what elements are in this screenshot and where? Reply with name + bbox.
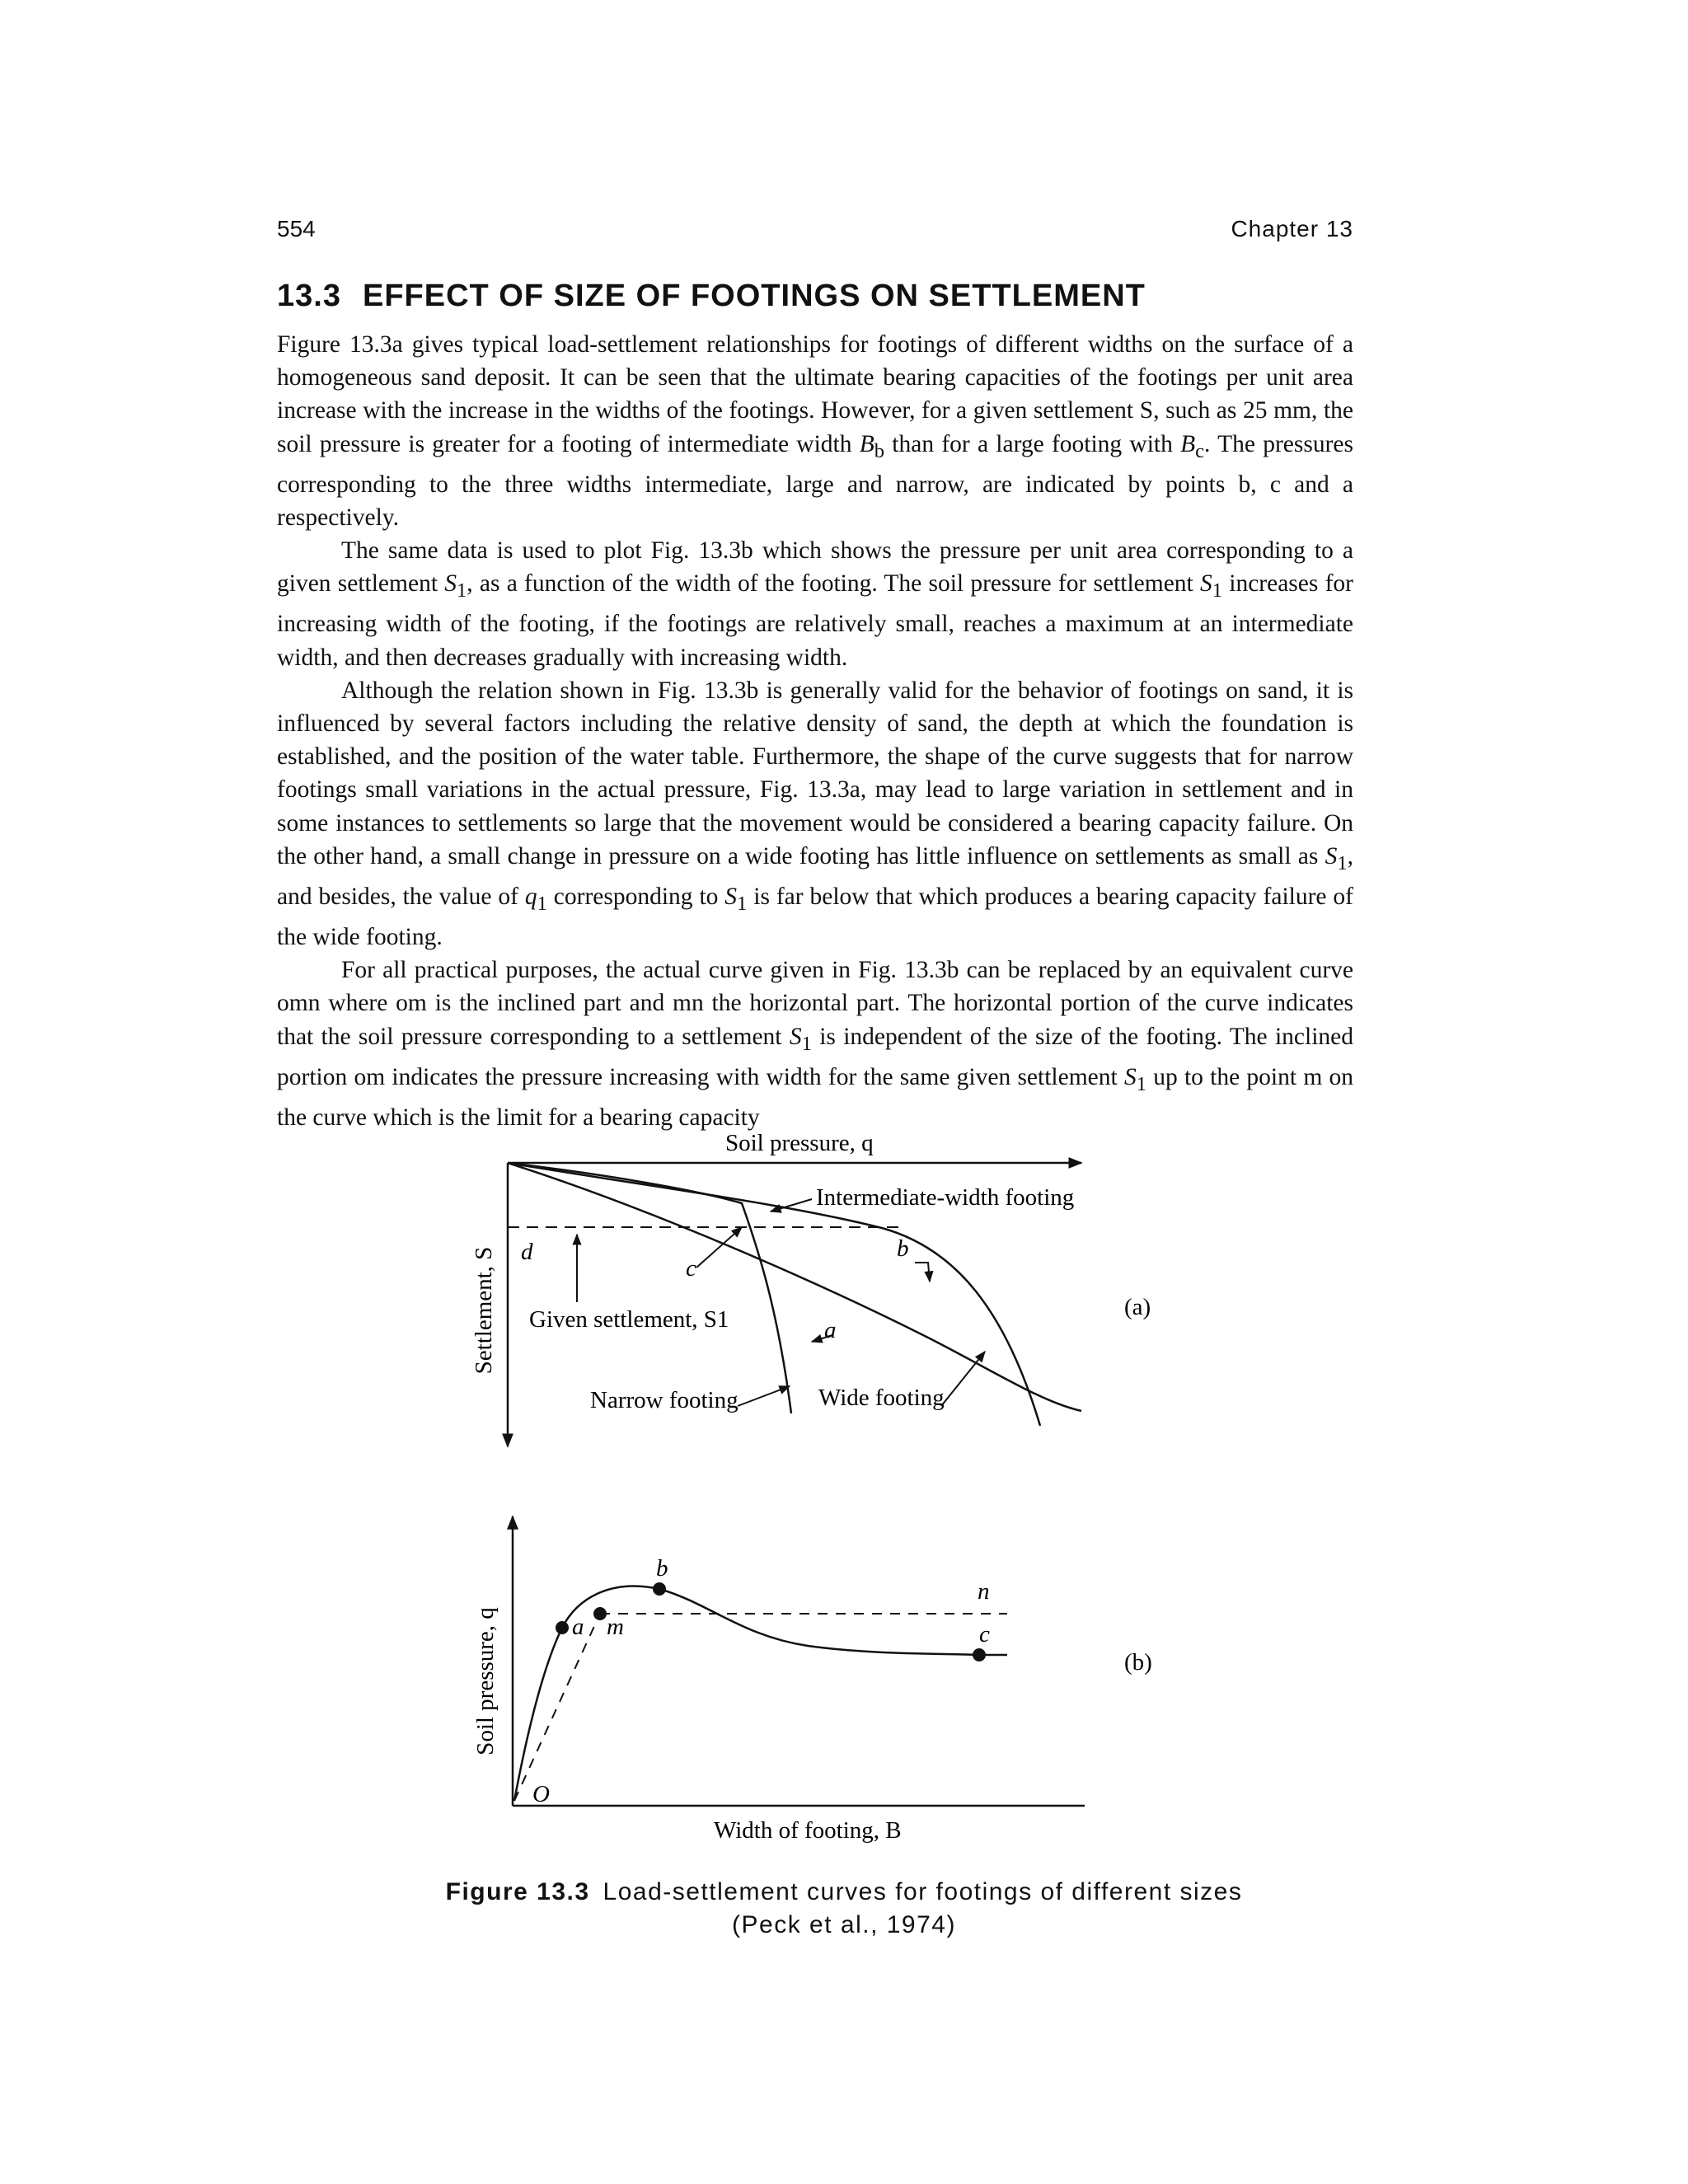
point-b bbox=[653, 1582, 666, 1596]
label-narrow: Narrow footing bbox=[590, 1387, 738, 1413]
point-label-n: n bbox=[978, 1578, 990, 1605]
figure-caption bbox=[277, 1876, 1411, 1942]
label-wide: Wide footing bbox=[818, 1385, 945, 1411]
actual-curve bbox=[514, 1586, 1007, 1801]
arrow-c bbox=[696, 1227, 742, 1268]
x-axis-label-b: Width of footing, B bbox=[714, 1817, 902, 1844]
arrow-narrow bbox=[738, 1386, 790, 1406]
chapter-label: Chapter 13 bbox=[1231, 216, 1353, 241]
point-label-b: b bbox=[656, 1555, 668, 1582]
caption-text: Load-settlement curves for footings of different sizes bbox=[603, 1878, 1243, 1905]
label-b: b bbox=[897, 1235, 909, 1262]
x-axis-label-a: Soil pressure, q bbox=[725, 1130, 874, 1156]
figure-b bbox=[513, 1516, 1085, 1806]
point-m bbox=[593, 1607, 607, 1620]
panel-label-a: (a) bbox=[1124, 1294, 1151, 1320]
y-axis-label-b: Soil pressure, q bbox=[472, 1607, 499, 1755]
point-c bbox=[973, 1648, 986, 1661]
point-label-m: m bbox=[607, 1614, 624, 1640]
point-label-c: c bbox=[979, 1621, 990, 1647]
arrow-b bbox=[915, 1263, 930, 1282]
y-axis-label-a: Settlement, S bbox=[471, 1246, 497, 1375]
point-a bbox=[556, 1621, 569, 1634]
label-a: a bbox=[824, 1317, 837, 1343]
arrow-wide bbox=[941, 1352, 985, 1406]
paragraph: Figure 13.3a gives typical load-settlement relationships for footings of different widths on the surface of a homogeneous sand deposit. It can be seen that the ultimate bearing capacities of the footings per unit area increase with the increase in the widths of the footings. However, for a given settlement S, such as 25 mm, the soil pressure is greater for a footing of intermediate width $B_b$ than for a large footing with $B_c$. The pressures corresponding to the three widths intermediate, large and narrow, are indicated by points b, c and a respectively. bbox=[277, 331, 1353, 531]
point-label-a: a bbox=[572, 1614, 584, 1640]
label-c: c bbox=[686, 1255, 696, 1282]
label-given: Given settlement, S1 bbox=[529, 1306, 729, 1333]
label-d: d bbox=[521, 1239, 533, 1265]
paragraph: The same data is used to plot Fig. 13.3b which shows the pressure per unit area corresponding to a given settlement $S_1$, as a function of the width of the footing. The soil pressure for settlement $S_1$ increases for increasing width of the footing, if the footings are relatively small, reaches a maximum at an intermediate width, and then decreases gradually with increasing width. bbox=[277, 537, 1353, 671]
paragraph: Although the relation shown in Fig. 13.3b is generally valid for the behavior of footings on sand, it is influenced by several factors including the relative density of sand, the depth at which the foundation is established, and the position of the water table. Furthermore, the shape of the curve suggests that for narrow footings small variations in the actual pressure, Fig. 13.3a, may lead to large variation in settlement and in some instances to settlements so large that the movement would be considered a bearing capacity failure. On the other hand, a small change in pressure on a wide footing has little influence on settlements as small as $S_1$, and besides, the value of $q_1$ corresponding to $S_1$ is far below that which produces a bearing capacity failure of the wide footing. bbox=[277, 677, 1353, 951]
section-title-text: EFFECT OF SIZE OF FOOTINGS ON SETTLEMENT bbox=[362, 279, 1146, 313]
point-label-o: O bbox=[532, 1781, 550, 1807]
caption-label: Figure 13.3 bbox=[445, 1878, 590, 1905]
paragraph: For all practical purposes, the actual curve given in Fig. 13.3b can be replaced by an equivalent curve omn where om is the inclined part and mn the horizontal part. The horizontal portion of the curve indicates that the soil pressure corresponding to a settlement $S_1$ is independent of the size of the footing. The inclined portion om indicates the pressure increasing with width for the same given settlement $S_1$ up to the point m on the curve which is the limit for a bearing capacity bbox=[277, 957, 1354, 1131]
page-number: 554 bbox=[277, 216, 316, 241]
caption-source: (Peck et al., 1974) bbox=[732, 1911, 956, 1938]
panel-label-b: (b) bbox=[1124, 1649, 1152, 1675]
section-number: 13.3 bbox=[277, 279, 341, 313]
equivalent-om bbox=[514, 1614, 600, 1801]
label-intermediate: Intermediate-width footing bbox=[816, 1184, 1075, 1211]
